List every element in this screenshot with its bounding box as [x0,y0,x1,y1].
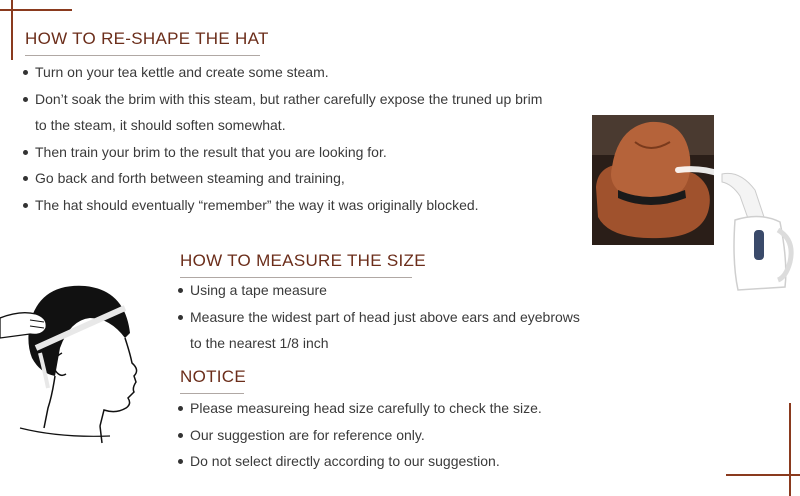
bullet-icon [178,288,183,293]
bullet-icon [178,433,183,438]
reshape-list-item [23,86,542,113]
measure-list-item [178,277,580,304]
neck [44,376,102,443]
reshape-list-item-text: to the steam, it should soften somewhat. [35,117,286,133]
notice-list-item [178,448,542,475]
measure-list-item-text: Measure the widest part of head just above ears and eyebrows [190,308,580,325]
notice-heading-underline [180,393,244,394]
reshape-list-item-text: Go back and forth between steaming and training, [35,170,345,186]
measure-list-item-text: to the nearest 1/8 inch [190,335,329,351]
bullet-icon [23,203,28,208]
hand [0,313,46,338]
measure-heading: HOW TO MEASURE THE SIZE [180,251,426,270]
notice-list-item-text: Do not select directly according to our suggestion. [190,453,500,469]
head-measure-diagram [0,278,150,448]
bullet-icon [23,176,28,181]
notice-heading: NOTICE [180,367,247,386]
reshape-list [23,59,542,218]
bullet-icon [178,315,183,320]
reshape-list-item-text: The hat should eventually “remember” the way it was originally blocked. [35,196,479,213]
bullet-icon [23,150,28,155]
measure-list [178,277,580,357]
bullet-icon [178,406,183,411]
notice-list-item [178,395,542,422]
bullet-icon [178,459,183,464]
measure-list-item [178,304,580,331]
measure-list-item-text: Using a tape measure [190,282,327,298]
measure-list-item [178,330,580,357]
notice-list-item-text: Our suggestion are for reference only. [190,426,425,443]
bullet-icon [23,70,28,75]
reshape-list-item [23,139,542,166]
reshape-heading-underline [25,55,260,56]
shoulder-line [20,428,110,436]
frame-corner-top-vertical [11,0,13,60]
frame-corner-bottom-vertical [789,403,791,496]
notice-list [178,395,542,475]
reshape-list-item-text: Then train your brim to the result that you are looking for. [35,143,387,160]
reshape-list-item [23,192,542,219]
steamer-water-window [754,230,764,260]
hat-steamer-photo [590,112,795,297]
reshape-list-item [23,59,542,86]
reshape-list-item [23,165,542,192]
reshape-list-item-text: Don’t soak the brim with this steam, but rather carefully expose the truned up brim [35,90,543,107]
notice-list-item-text: Please measureing head size carefully to check the size. [190,400,542,416]
reshape-list-item-text: Turn on your tea kettle and create some steam. [35,64,329,80]
reshape-heading: HOW TO RE-SHAPE THE HAT [25,29,269,48]
notice-list-item [178,422,542,449]
face-profile [100,338,137,426]
bullet-icon [23,97,28,102]
reshape-list-item [23,112,542,139]
